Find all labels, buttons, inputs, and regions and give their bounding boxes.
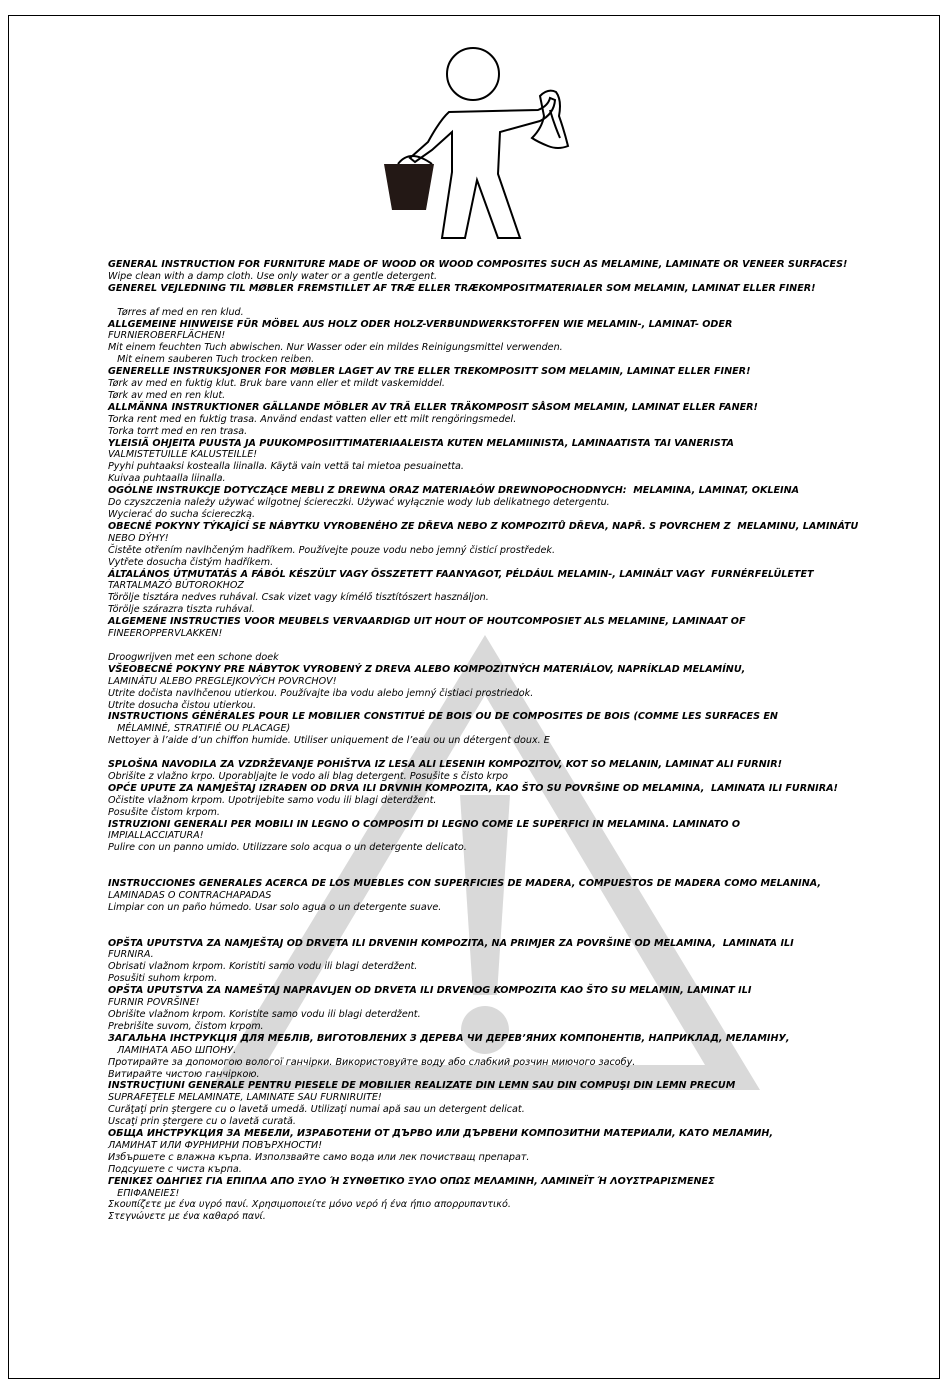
instruction-section (108, 664, 908, 712)
section-heading: INSTRUCŢIUNI GENERALE PENTRU PIESELE DE MOBILIER REALIZATE DIN LEMN SAU DIN COMPUŞI DIN LEMN PRECUM (108, 1080, 736, 1092)
instruction-line: Mit einem feuchten Tuch abwischen. Nur Wasser oder ein mildes Reinigungsmittel verwenden. (108, 342, 563, 354)
instruction-line: Pulire con un panno umido. Utilizzare solo acqua o un detergente delicato. (108, 842, 467, 854)
section-heading: SPLOŠNA NAVODILA ZA VZDRŽEVANJE POHIŠTVA IZ LESA ALI LESENIH KOMPOZITOV, KOT SO MELANIN, LAMINAT ALI FURNIR! (108, 759, 783, 771)
instruction-line: Törölje tisztára nedves ruhával. Csak vizet vagy kímélő tisztítószert használjon. (108, 592, 489, 604)
instruction-line: SUPRAFEŢELE MELAMINATE, LAMINATE SAU FURNIRUITE! (108, 1092, 382, 1104)
instruction-line: Čistěte otřením navlhčeným hadříkem. Používejte pouze vodu nebo jemný čisticí prostředek. (108, 544, 555, 556)
instruction-line: Kuivaa puhtaalla liinalla. (108, 473, 226, 485)
section-heading: GENEREL VEJLEDNING TIL MØBLER FREMSTILLET AF TRÆ ELLER TRÆKOMPOSITMATERIALER SOM MELAMIN, LAMINAT ELLER FINER! (108, 282, 816, 294)
instruction-section (108, 485, 908, 521)
instruction-line: VALMISTETUILLE KALUSTEILLE! (108, 449, 258, 461)
instruction-line: FURNIR POVRŠINE! (108, 997, 200, 1009)
instruction-line: Obrisati vlažnom krpom. Koristiti samo vodu ili blagi deterdžent. (108, 961, 418, 973)
instruction-section (108, 402, 908, 438)
instruction-line: Tørk av med en ren klut. (108, 389, 226, 401)
section-heading: ALGEMENE INSTRUCTIES VOOR MEUBELS VERVAARDIGD UIT HOUT OF HOUTCOMPOSIET ALS MELAMINE, LAMINAAT OF (108, 616, 746, 628)
instruction-line (108, 747, 908, 759)
section-heading: GENERELLE INSTRUKSJONER FOR MØBLER LAGET AV TRE ELLER TREKOMPOSITT SOM MELAMIN, LAMINAT ELLER FINER! (108, 366, 751, 378)
section-heading: GENERAL INSTRUCTION FOR FURNITURE MADE OF WOOD OR WOOD COMPOSITES SUCH AS MELAMINE, LAMINATE OR VENEER SURFACES! (108, 259, 848, 270)
instruction-line: Posušite čistom krpom. (108, 806, 220, 818)
instruction-line: Избършете с влажна кърпа. Използвайте само вода или лек почистващ препарат. (108, 1151, 530, 1163)
instruction-line: Σκουπίζετε με ένα υγρό πανί. Χρησιμοποιείτε μόνο νερό ή ένα ήπιο απορρυπαντικό. (108, 1199, 511, 1211)
instruction-line: Utrite dosucha čistou utierkou. (108, 699, 257, 711)
instruction-line: Nettoyer à l’aide d’un chiffon humide. Utiliser uniquement de l’eau ou un détergent doux. E (108, 735, 550, 747)
instruction-line: Pyyhi puhtaaksi kostealla liinalla. Käytä vain vettä tai mietoa pesuainetta. (108, 461, 464, 473)
instruction-section (108, 438, 908, 486)
instruction-line (108, 854, 908, 866)
section-heading: OPŠTA UPUTSTVA ZA NAMEŠTAJ NAPRAVLJEN OD DRVETA ILI DRVENOG KOMPOZITA KAO ŠTO SU MELAMIN, LAMINAT ILI (108, 985, 752, 997)
instruction-section (108, 1033, 908, 1081)
instruction-line: Tørres af med en ren klud. (108, 306, 244, 318)
instruction-line: Curăţaţi prin ştergere cu o lavetă umedă. Utilizaţi numai apă sau un detergent delicat. (108, 1104, 525, 1116)
instruction-section (108, 1128, 908, 1176)
instruction-line: Mit einem sauberen Tuch trocken reiben. (108, 354, 315, 366)
instruction-line: FURNIRA. (108, 949, 154, 961)
instruction-line: Törölje szárazra tiszta ruhával. (108, 604, 255, 616)
instruction-line: ЛАМИНАТ ИЛИ ФУРНИРНИ ПОВЪРХНОСТИ! (108, 1139, 323, 1151)
instruction-line: Wipe clean with a damp cloth. Use only water or a gentle detergent. (108, 270, 438, 282)
instruction-line: LAMINÁTU ALEBO PREGLEJKOVÝCH POVRCHOV! (108, 675, 337, 687)
section-heading: ÁLTALÁNOS ÚTMUTATÁS A FÁBÓL KÉSZÜLT VAGY ÖSSZETETT FAANYAGOT, PÉLDÁUL MELAMIN-, LAMINÁLT VAGY FURNÉRFELÜLETET (108, 568, 814, 580)
instruction-line: Vytřete dosucha čistým hadříkem. (108, 556, 274, 568)
instruction-line: Протирайте за допомогою вологої ганчірки. Використовуйте воду або слабкий розчин миючого засобу. (108, 1056, 636, 1068)
instruction-line: Obrišite z vlažno krpo. Uporabljajte le vodo ali blag detergent. Posušite s čisto krpo (108, 770, 508, 782)
instruction-line: Do czyszczenia należy używać wilgotnej ściereczki. Używać wyłącznie wody lub delikatnego detergentu. (108, 497, 610, 509)
instruction-line: Витирайте чистою ганчіркою. (108, 1068, 260, 1080)
instruction-line: Očistite vlažnom krpom. Upotrijebite samo vodu ili blagi deterdžent. (108, 794, 437, 806)
instruction-line (108, 914, 908, 926)
section-heading: OGÓLNE INSTRUKCJE DOTYCZĄCE MEBLI Z DREWNA ORAZ MATERIAŁÓW DREWNOPOCHODNYCH: MELAMINA, LAMINAT, OKLEINA (108, 485, 800, 497)
section-heading: ISTRUZIONI GENERALI PER MOBILI IN LEGNO O COMPOSITI DI LEGNO COME LE SUPERFICI IN MELAMINA. LAMINATO O (108, 818, 740, 830)
instruction-section (108, 878, 908, 938)
instruction-section (108, 521, 908, 569)
section-heading: YLEISIÄ OHJEITA PUUSTA JA PUUKOMPOSIITTIMATERIAALEISTA KUTEN MELAMIINISTA, LAMINAATISTA TAI VANERISTA (108, 437, 734, 449)
instruction-line: Подсушете с чиста кърпа. (108, 1163, 242, 1175)
instruction-line: Obrišite vlažnom krpom. Koristite samo vodu ili blagi deterdžent. (108, 1008, 421, 1020)
instruction-line: LAMINADAS O CONTRACHAPADAS (108, 889, 272, 901)
instruction-line: Utrite dočista navlhčenou utierkou. Používajte iba vodu alebo jemný čistiaci prostriedok. (108, 687, 534, 699)
instruction-line: FINEEROPPERVLAKKEN! (108, 628, 223, 640)
instruction-line: Στεγνώνετε με ένα καθαρό πανί. (108, 1211, 266, 1223)
instruction-line (108, 866, 908, 878)
instruction-line: ΕΠΙΦΑΝΕΙΕΣ! (108, 1187, 180, 1199)
instruction-line (108, 640, 908, 652)
instruction-line: TARTALMAZÓ BÚTOROKHOZ (108, 580, 244, 592)
instruction-section (108, 283, 908, 319)
section-heading: OBECNÉ POKYNY TÝKAJÍCÍ SE NÁBYTKU VYROBENÉHO ZE DŘEVA NEBO Z KOMPOZITŮ DŘEVA, NAPŘ. S POVRCHEM Z MELAMINU, LAMINÁTU (108, 520, 859, 532)
instruction-section (108, 938, 908, 986)
instructions-text (108, 259, 908, 1223)
instruction-section (108, 819, 908, 879)
instruction-section (108, 569, 908, 617)
instruction-line (108, 926, 908, 938)
section-heading: ALLMÄNNA INSTRUKTIONER GÄLLANDE MÖBLER AV TRÄ ELLER TRÄKOMPOSIT SÅSOM MELAMIN, LAMINAT ELLER FANER! (108, 401, 758, 413)
instruction-line: IMPIALLACCIATURA! (108, 830, 204, 842)
instruction-section (108, 259, 908, 283)
section-heading: INSTRUCTIONS GÉNÉRALES POUR LE MOBILIER CONSTITUÉ DE BOIS OU DE COMPOSITES DE BOIS (COMME LES SURFACES EN (108, 711, 778, 723)
instruction-section (108, 366, 908, 402)
instruction-section (108, 319, 908, 367)
instruction-section (108, 783, 908, 819)
instruction-section (108, 1176, 908, 1224)
instruction-line: MÉLAMINÉ, STRATIFIÉ OU PLACAGE) (108, 723, 291, 735)
instruction-line: Prebrišite suvom, čistom krpom. (108, 1020, 264, 1032)
instruction-line: Posušiti suhom krpom. (108, 973, 218, 985)
instruction-line: NEBO DÝHY! (108, 532, 169, 544)
instruction-line: FURNIEROBERFLÄCHEN! (108, 330, 226, 342)
instruction-section (108, 759, 908, 783)
instruction-section (108, 1080, 908, 1128)
instruction-section (108, 711, 908, 759)
section-heading: OPŠTA UPUTSTVA ZA NAMJEŠTAJ OD DRVETA ILI DRVENIH KOMPOZITA, NA PRIMJER ZA POVRŠINE OD MELAMINA, LAMINATA ILI (108, 937, 794, 949)
section-heading: ОБЩА ИНСТРУКЦИЯ ЗА МЕБЕЛИ, ИЗРАБОТЕНИ ОТ ДЪРВО ИЛИ ДЪРВЕНИ КОМПОЗИТНИ МАТЕРИАЛИ, КАТО МЕЛАМИН, (108, 1128, 774, 1140)
cleaning-person-icon (370, 40, 570, 245)
instruction-line (108, 295, 908, 307)
instruction-line: Limpiar con un paño húmedo. Usar solo agua o un detergente suave. (108, 901, 442, 913)
instruction-line: ЛАМІНАТА АБО ШПОНУ. (108, 1044, 237, 1056)
section-heading: INSTRUCCIONES GENERALES ACERCA DE LOS MUEBLES CON SUPERFICIES DE MADERA, COMPUESTOS DE MADERA COMO MELANINA, (108, 878, 822, 890)
instruction-section (108, 616, 908, 664)
instruction-line: Torka rent med en fuktig trasa. Använd endast vatten eller ett milt rengöringsmedel. (108, 413, 517, 425)
section-heading: ЗАГАЛЬНА ІНСТРУКЦІЯ ДЛЯ МЕБЛІВ, ВИГОТОВЛЕНИХ З ДЕРЕВА ЧИ ДЕРЕВ’ЯНИХ КОМПОНЕНТІВ, НАПРИКЛАД, МЕЛАМІНУ, (108, 1032, 790, 1044)
instruction-section (108, 985, 908, 1033)
instruction-line: Torka torrt med en ren trasa. (108, 425, 248, 437)
instruction-line: Droogwrijven met een schone doek (108, 651, 279, 663)
section-heading: OPĆE UPUTE ZA NAMJEŠTAJ IZRAĐEN OD DRVA ILI DRVNIH KOMPOZITA, KAO ŠTO SU POVRŠINE OD MELAMINA, LAMINATA ILI FURNIRA! (108, 782, 838, 794)
section-heading: VŠEOBECNÉ POKYNY PRE NÁBYTOK VYROBENÝ Z DREVA ALEBO KOMPOZITNÝCH MATERIÁLOV, NAPRÍKLAD MELAMÍNU, (108, 663, 746, 675)
section-heading: ALLGEMEINE HINWEISE FÜR MÖBEL AUS HOLZ ODER HOLZ-VERBUNDWERKSTOFFEN WIE MELAMIN-, LAMINAT- ODER (108, 318, 733, 330)
instruction-line: Tørk av med en fuktig klut. Bruk bare vann eller et mildt vaskemiddel. (108, 378, 445, 390)
instruction-line: Wycierać do sucha ściereczką. (108, 509, 256, 521)
section-heading: ΓΕΝΙΚΕΣ ΟΔΗΓΙΕΣ ΓΙΑ ΕΠΙΠΛΑ ΑΠΟ ΞΥΛΟ Ή ΣΥΝΘΕΤΙΚΟ ΞΥΛΟ ΟΠΩΣ ΜΕΛΑΜΙΝΗ, ΛΑΜΙΝΕΪΤ Ή ΛΟΥΣΤΡΑΡΙΣΜΕΝΕΣ (108, 1175, 715, 1187)
instruction-line: Uscaţi prin ştergere cu o lavetă curată. (108, 1116, 296, 1128)
